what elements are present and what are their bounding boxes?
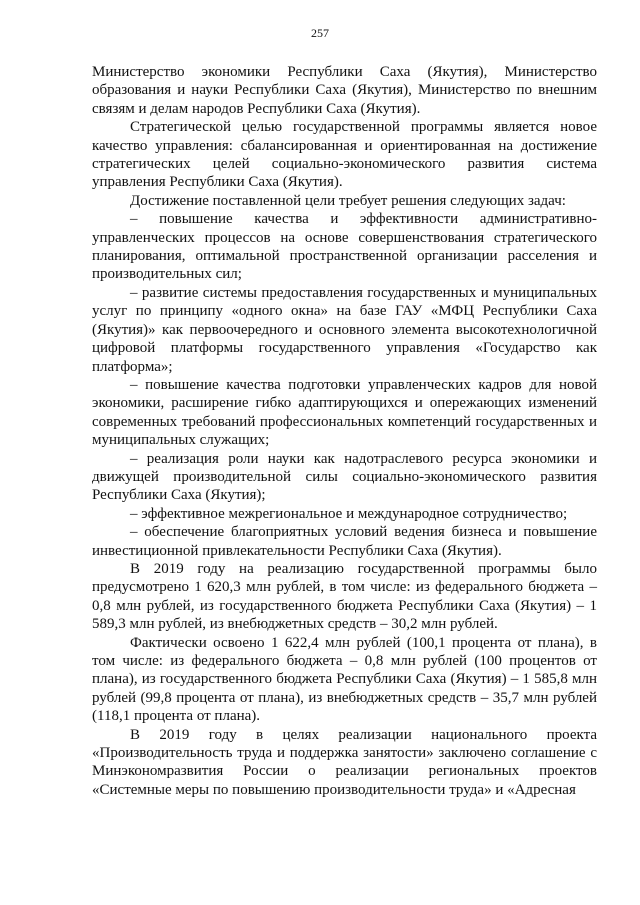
paragraph: В 2019 году на реализацию государственной программы было предусмотрено 1 620,3 млн рублей, в том числе: из федерального бюджета – 0,8 млн рублей, из государственного бюджета Республики Саха (Якутия) – 1 589,3 млн рублей, из внебюджетных средств – 30,2 млн рублей. xyxy=(92,560,597,633)
paragraph: Министерство экономики Республики Саха (Якутия), Министерство образования и науки Республики Саха (Якутия), Министерство по внешним связям и делам народов Республики Саха (Якутия). xyxy=(92,64,597,117)
body-text xyxy=(92,63,597,799)
paragraph: Стратегической целью государственной программы является новое качество управления: сбалансированная и ориентированная на достижение стратегических целей социально-экономического развития система управления Республики Саха (Якутия). xyxy=(92,119,597,191)
list-item: – эффективное межрегиональное и международное сотрудничество; xyxy=(130,505,568,522)
page-number: 257 xyxy=(311,26,329,40)
list-item: – развитие системы предоставления государственных и муниципальных услуг по принципу «одного окна» на базе ГАУ «МФЦ Республики Саха (Якутия)» как первоочередного и основного элемента высокотехнологичной цифровой платформы государственного управления «Государство как платформа»; xyxy=(92,284,597,375)
list-item: – повышение качества и эффективности административно-управленческих процессов на основе совершенствования стратегического планирования, оптимальной пространственной организации расселения и производительных сил; xyxy=(92,211,597,283)
list-item: – обеспечение благоприятных условий ведения бизнеса и повышение инвестиционной привлекательности Республики Саха (Якутия). xyxy=(92,524,597,559)
paragraph: Достижение поставленной цели требует решения следующих задач: xyxy=(130,192,566,209)
paragraph: В 2019 году в целях реализации национального проекта «Производительность труда и поддержка занятости» заключено соглашение с Минэкономразвития России о реализации региональных проектов «Системные меры по повышению производительности труда» и «Адресная xyxy=(92,726,597,798)
list-item: – реализация роли науки как надотраслевого ресурса экономики и движущей производительной силы социально-экономического развития Республики Саха (Якутия); xyxy=(92,450,597,504)
paragraph: Фактически освоено 1 622,4 млн рублей (100,1 процента от плана), в том числе: из федерального бюджета – 0,8 млн рублей (100 процентов от плана), из государственного бюджета Республики Саха (Якутия) – 1 585,8 млн рублей (99,8 процента от плана), из внебюджетных средств – 35,7 млн рублей (118,1 процента от плана). xyxy=(92,634,597,725)
list-item: – повышение качества подготовки управленческих кадров для новой экономики, расширение гибко адаптирующихся и опережающих изменений современных требований профессиональных компетенций государственных и муниципальных служащих; xyxy=(92,376,597,449)
